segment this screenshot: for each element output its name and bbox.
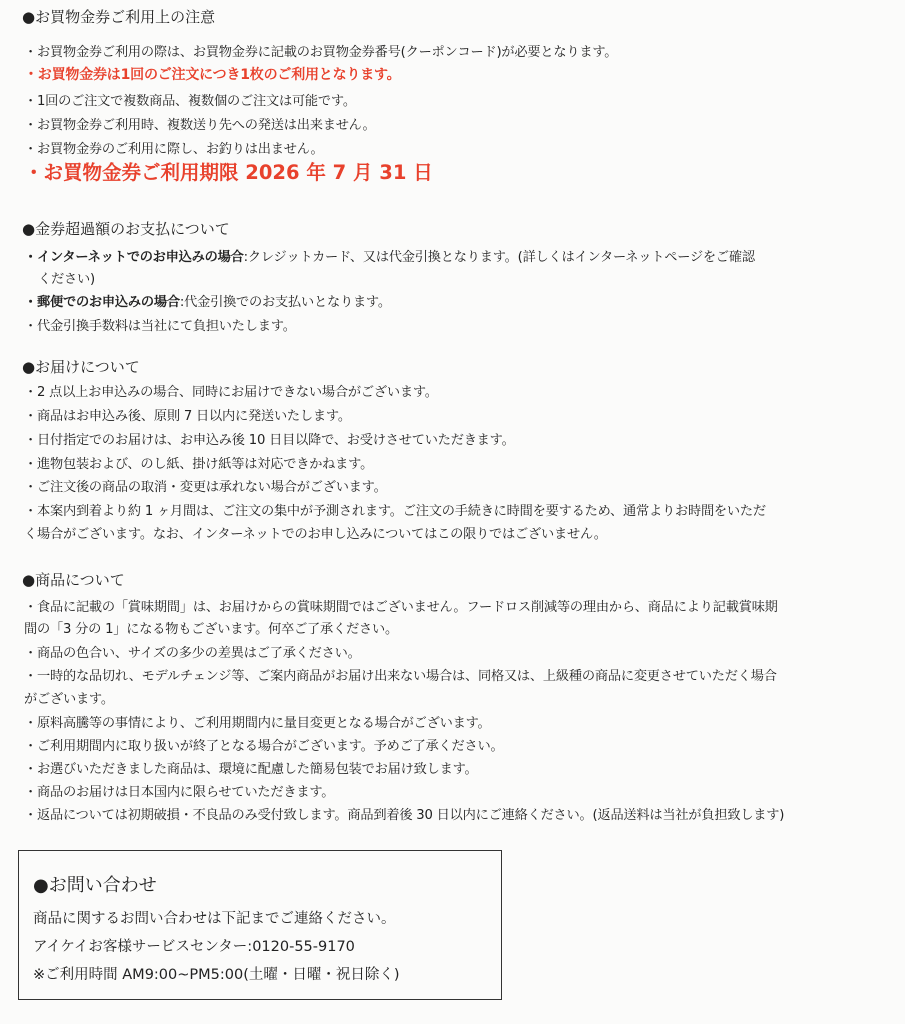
notice-item: ・お買物金券ご利用時、複数送り先への発送は出来ません。 [24, 118, 376, 133]
products-item: ・原料高騰等の事情により、ご利用期間内に量目変更となる場合がございます。 [24, 716, 491, 731]
contact-phone: アイケイお客様サービスセンター:0120-55-9170 [33, 939, 355, 955]
expiry-date: ・お買物金券ご利用期限 2026 年 7 月 31 日 [24, 161, 433, 184]
delivery-item: ・商品はお申込み後、原則 7 日以内に発送いたします。 [24, 409, 351, 424]
payment-internet-text: :クレジットカード、又は代金引換となります。(詳しくはインターネットページをご確認 [243, 250, 755, 265]
payment-mail [24, 291, 391, 310]
payment-title: ●金券超過額のお支払について [22, 220, 230, 238]
products-item: ・一時的な品切れ、モデルチェンジ等、ご案内商品がお届け出来ない場合は、同格又は、上級種の商品に変更させていただく場合 [24, 669, 777, 684]
products-item: ・商品の色合い、サイズの多少の差異はご了承ください。 [24, 646, 361, 661]
notice-item-highlight: ・お買物金券は1回のご注文につき1枚のご利用となります。 [24, 67, 401, 83]
delivery-title: ●お届けについて [22, 358, 140, 376]
delivery-item: ・進物包装および、のし紙、掛け紙等は対応できかねます。 [24, 457, 374, 472]
notice-item: ・お買物金券のご利用に際し、お釣りは出ません。 [24, 142, 324, 157]
products-item-cont: 間の「3 分の 1」になる物もございます。何卒ご了承ください。 [24, 622, 398, 637]
notice-item: ・1回のご注文で複数商品、複数個のご注文は可能です。 [24, 94, 356, 109]
payment-internet-cont: ください) [38, 272, 95, 287]
contact-line: 商品に関するお問い合わせは下記までご連絡ください。 [33, 911, 396, 927]
delivery-item: ・日付指定でのお届けは、お申込み後 10 日目以降で、お受けさせていただきます。 [24, 433, 515, 448]
payment-internet-label: ・インターネットでのお申込みの場合 [24, 250, 244, 265]
payment-mail-text: :代金引換でのお支払いとなります。 [179, 295, 391, 310]
contact-hours: ※ご利用時間 AM9:00~PM5:00(土曜・日曜・祝日除く) [33, 967, 400, 983]
delivery-item: ・2 点以上お申込みの場合、同時にお届けできない場合がございます。 [24, 385, 438, 400]
delivery-item: ・ご注文後の商品の取消・変更は承れない場合がございます。 [24, 480, 387, 495]
delivery-item-cont: く場合がございます。なお、インターネットでのお申し込みについてはこの限りではございません。 [24, 527, 607, 542]
products-item: ・お選びいただきました商品は、環境に配慮した簡易包装でお届け致します。 [24, 762, 478, 777]
products-item-cont: がございます。 [24, 692, 114, 707]
notice-title: ●お買物金券ご利用上の注意 [22, 8, 216, 26]
products-item: ・商品のお届けは日本国内に限らせていただきます。 [24, 785, 335, 800]
payment-internet [24, 246, 755, 265]
products-title: ●商品について [22, 571, 125, 589]
contact-title: ●お問い合わせ [33, 875, 157, 896]
delivery-item: ・本案内到着より約 1 ヶ月間は、ご注文の集中が予測されます。ご注文の手続きに時間を要するため、通常よりお時間をいただ [24, 504, 766, 519]
notice-item: ・お買物金券ご利用の際は、お買物金券に記載のお買物金券番号(クーポンコード)が必要となります。 [24, 45, 618, 60]
payment-mail-label: ・郵便でのお申込みの場合 [24, 295, 180, 310]
products-item: ・食品に記載の「賞味期間」は、お届けからの賞味期間ではございません。フードロス削減等の理由から、商品により記載賞味期 [24, 600, 778, 615]
payment-fee: ・代金引換手数料は当社にて負担いたします。 [24, 319, 296, 334]
contact-box [18, 850, 502, 1000]
products-item: ・ご利用期間内に取り扱いが終了となる場合がございます。予めご了承ください。 [24, 739, 504, 754]
products-item: ・返品については初期破損・不良品のみ受付致します。商品到着後 30 日以内にご連絡ください。(返品送料は当社が負担致します) [24, 808, 785, 823]
